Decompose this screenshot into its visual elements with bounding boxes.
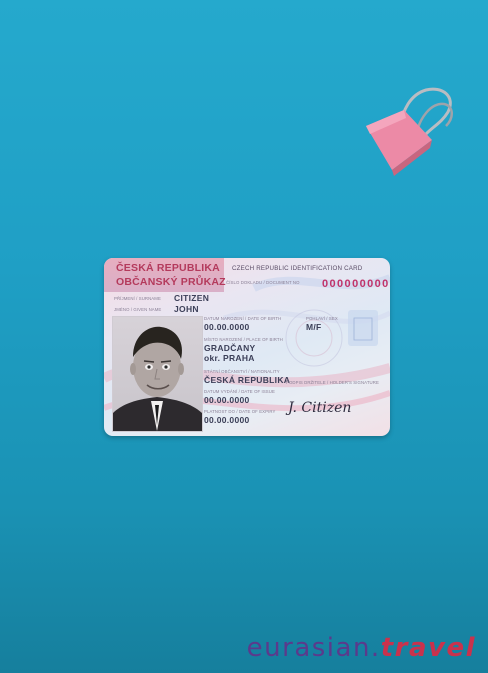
watermark-part2: travel: [380, 633, 476, 663]
pob-label: MÍSTO NAROZENÍ / PLACE OF BIRTH: [204, 337, 283, 342]
issue-date-label: DATUM VYDÁNÍ / DATE OF ISSUE: [204, 389, 275, 394]
card-title: CZECH REPUBLIC IDENTIFICATION CARD: [232, 265, 363, 272]
doc-number: 000000000: [322, 278, 390, 290]
given-name-label: JMÉNO / GIVEN NAME: [114, 307, 162, 312]
dob-label: DATUM NAROZENÍ / DATE OF BIRTH: [204, 316, 282, 321]
doc-number-label: ČÍSLO DOKLADU / DOCUMENT NO: [226, 280, 300, 285]
surname-value: CITIZEN: [174, 293, 210, 303]
holder-signature: J. Citizen: [288, 400, 352, 416]
country-name: ČESKÁ REPUBLIKA: [116, 262, 220, 274]
expiry-date-label: PLATNOST DO / DATE OF EXPIRY: [204, 409, 276, 414]
nationality-value: ČESKÁ REPUBLIKA: [204, 375, 291, 385]
holder-photo: [112, 316, 203, 432]
expiry-date-value: 00.00.0000: [204, 415, 250, 425]
sex-label: POHLAVÍ / SEX: [306, 316, 338, 321]
watermark-part1: eurasian.: [246, 633, 381, 663]
watermark: [247, 633, 476, 663]
binder-clip: [360, 82, 460, 192]
document-type: OBČANSKÝ PRŮKAZ: [116, 276, 226, 288]
given-name-value: JOHN: [174, 304, 199, 314]
sex-value: M/F: [306, 322, 322, 332]
surname-label: PŘÍJMENÍ / SURNAME: [114, 296, 161, 301]
nationality-label: STÁTNÍ OBČANSTVÍ / NATIONALITY: [204, 369, 280, 374]
signature-label: PODPIS DRŽITELE / HOLDER'S SIGNATURE: [286, 380, 379, 385]
id-card: [104, 258, 390, 436]
issue-date-value: 00.00.0000: [204, 395, 250, 405]
dob-value: 00.00.0000: [204, 322, 250, 332]
pob-line1: GRADČANY: [204, 343, 256, 353]
pob-line2: okr. PRAHA: [204, 353, 255, 363]
